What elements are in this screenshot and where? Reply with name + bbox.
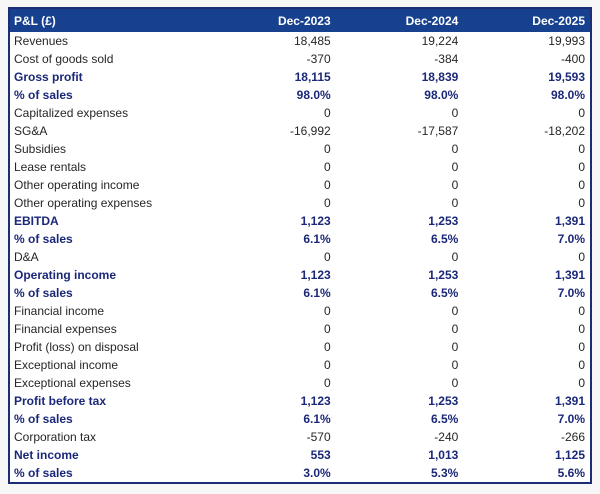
row-value: 0: [451, 160, 459, 174]
table-row: [9, 374, 591, 392]
table-row: [9, 230, 591, 248]
row-value: 0: [578, 304, 585, 318]
row-value: -18,202: [544, 124, 585, 138]
row-value: 6.1%: [303, 286, 331, 300]
row-value: 1,391: [554, 268, 585, 282]
row-value: 5.6%: [557, 466, 585, 480]
row-value: 0: [451, 358, 459, 372]
row-value: -240: [434, 430, 459, 444]
row-value: -570: [306, 430, 331, 444]
table-row: [9, 86, 591, 104]
row-value: -400: [560, 52, 585, 66]
table-row: [9, 284, 591, 302]
row-value: 19,593: [548, 70, 585, 84]
row-value: 0: [578, 340, 585, 354]
row-value: 6.5%: [430, 232, 459, 246]
table-row: [9, 446, 591, 464]
row-label: Exceptional expenses: [14, 376, 131, 390]
row-value: -16,992: [289, 124, 331, 138]
row-value: -17,587: [417, 124, 459, 138]
row-value: 0: [578, 196, 585, 210]
row-label: Exceptional income: [14, 358, 119, 372]
row-value: 1,123: [300, 214, 331, 228]
row-value: 18,485: [293, 34, 331, 48]
row-value: 1,391: [554, 214, 585, 228]
header-col-dec-2024: Dec-2024: [336, 8, 464, 32]
row-value: 7.0%: [557, 412, 585, 426]
row-value: 0: [578, 178, 585, 192]
header-col-dec-2025: Dec-2025: [463, 8, 591, 32]
table-row: [9, 410, 591, 428]
row-label: D&A: [14, 250, 39, 264]
row-label: Lease rentals: [14, 160, 87, 174]
table-row: [9, 248, 591, 266]
row-label: Operating income: [14, 268, 117, 282]
row-label: Capitalized expenses: [14, 106, 129, 120]
header-row: [9, 8, 591, 32]
row-value: 0: [323, 376, 331, 390]
row-value: 0: [451, 304, 459, 318]
row-value: 0: [323, 160, 331, 174]
row-value: 6.5%: [430, 412, 459, 426]
row-label: Profit (loss) on disposal: [14, 340, 139, 354]
row-value: 0: [323, 358, 331, 372]
row-value: -370: [306, 52, 331, 66]
table-row: [9, 140, 591, 158]
row-value: 19,224: [421, 34, 459, 48]
row-value: -384: [434, 52, 459, 66]
row-value: 1,253: [428, 268, 459, 282]
row-value: 0: [323, 178, 331, 192]
row-label: % of sales: [14, 232, 73, 246]
row-value: 0: [323, 106, 331, 120]
row-value: 3.0%: [303, 466, 331, 480]
row-value: 98.0%: [424, 88, 459, 102]
row-label: Other operating income: [14, 178, 140, 192]
table-row: [9, 266, 591, 284]
table-row: [9, 428, 591, 446]
row-label: Corporation tax: [14, 430, 97, 444]
table-row: [9, 338, 591, 356]
header-title: P&L (£): [9, 8, 208, 32]
row-label: Other operating expenses: [14, 196, 153, 210]
table-row: [9, 32, 591, 50]
table-row: [9, 392, 591, 410]
pnl-forecast-table-container: [8, 7, 592, 484]
row-label: EBITDA: [14, 214, 59, 228]
table-row: [9, 212, 591, 230]
table-row: [9, 194, 591, 212]
row-value: 0: [578, 106, 585, 120]
row-value: 0: [323, 304, 331, 318]
row-value: 0: [578, 160, 585, 174]
row-label: Gross profit: [14, 70, 83, 84]
row-value: 6.1%: [303, 232, 331, 246]
row-value: 0: [451, 142, 459, 156]
row-label: Profit before tax: [14, 394, 107, 408]
row-value: 19,993: [548, 34, 585, 48]
row-value: 0: [323, 340, 331, 354]
row-value: 0: [451, 250, 459, 264]
row-value: 1,013: [428, 448, 459, 462]
pnl-table-header: [9, 8, 591, 32]
row-label: % of sales: [14, 88, 73, 102]
row-value: 98.0%: [550, 88, 585, 102]
header-col-dec-2023: Dec-2023: [208, 8, 336, 32]
row-value: 0: [451, 322, 459, 336]
row-label: Financial income: [14, 304, 105, 318]
row-value: 7.0%: [557, 286, 585, 300]
table-row: [9, 320, 591, 338]
row-value: 553: [310, 448, 331, 462]
row-label: % of sales: [14, 412, 73, 426]
row-value: 18,115: [294, 70, 331, 84]
pnl-table: [8, 7, 592, 484]
row-value: 0: [323, 322, 331, 336]
row-value: 18,839: [421, 70, 459, 84]
row-value: 6.1%: [303, 412, 331, 426]
row-value: 0: [451, 106, 459, 120]
row-value: 1,125: [554, 448, 585, 462]
row-value: 0: [451, 340, 459, 354]
row-value: 0: [451, 376, 459, 390]
row-value: 1,253: [428, 214, 459, 228]
table-row: [9, 158, 591, 176]
row-value: 0: [451, 178, 459, 192]
table-row: [9, 356, 591, 374]
pnl-table-body: [9, 32, 591, 483]
row-label: Subsidies: [14, 142, 67, 156]
row-label: Revenues: [14, 34, 69, 48]
table-row: [9, 302, 591, 320]
row-value: 1,391: [554, 394, 585, 408]
row-value: 7.0%: [557, 232, 585, 246]
row-value: -266: [560, 430, 585, 444]
row-label: % of sales: [14, 286, 73, 300]
table-row: [9, 50, 591, 68]
row-label: % of sales: [14, 466, 73, 480]
row-value: 98.0%: [296, 88, 331, 102]
row-value: 0: [578, 358, 585, 372]
row-label: Net income: [14, 448, 79, 462]
row-value: 1,123: [300, 268, 331, 282]
row-value: 6.5%: [430, 286, 459, 300]
row-value: 0: [578, 322, 585, 336]
row-value: 0: [451, 196, 459, 210]
row-value: 0: [578, 250, 585, 264]
table-row: [9, 68, 591, 86]
row-value: 0: [323, 196, 331, 210]
row-value: 1,123: [300, 394, 331, 408]
row-value: 0: [578, 376, 585, 390]
row-value: 1,253: [428, 394, 459, 408]
row-value: 0: [323, 250, 331, 264]
row-value: 0: [323, 142, 331, 156]
table-row: [9, 122, 591, 140]
row-label: Cost of goods sold: [14, 52, 114, 66]
row-label: SG&A: [14, 124, 48, 138]
table-row: [9, 104, 591, 122]
table-row: [9, 464, 591, 483]
row-value: 5.3%: [430, 466, 459, 480]
row-value: 0: [578, 142, 585, 156]
row-label: Financial expenses: [14, 322, 117, 336]
table-row: [9, 176, 591, 194]
